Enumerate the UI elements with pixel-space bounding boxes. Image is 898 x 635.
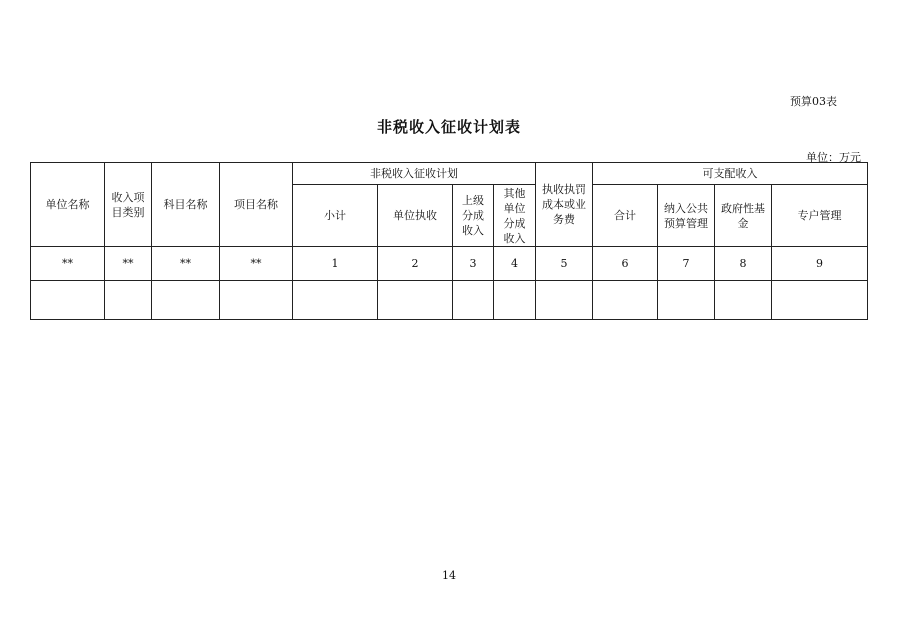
unit-label: 单位：万元 [806, 151, 861, 164]
table-cell [453, 281, 494, 320]
col-header-special: 专户管理 [772, 185, 868, 247]
index-row [31, 247, 868, 281]
header-row-group [31, 163, 868, 185]
col-header-other-share: 其他单位分成收入 [494, 185, 536, 247]
table-cell [293, 281, 378, 320]
col-header-disposable-group: 可支配收入 [593, 163, 868, 185]
table-cell [220, 281, 293, 320]
table-cell: ** [152, 247, 220, 281]
col-header-gov-fund: 政府性基金 [715, 185, 772, 247]
table-row [31, 281, 868, 320]
table-cell: ** [105, 247, 152, 281]
table-cell: 4 [494, 247, 536, 281]
col-header-upper-share: 上级分成收入 [453, 185, 494, 247]
table-cell: 3 [453, 247, 494, 281]
col-header-project-name: 项目名称 [220, 163, 293, 247]
table-cell: 8 [715, 247, 772, 281]
table-cell: 1 [293, 247, 378, 281]
table-cell: 6 [593, 247, 658, 281]
col-header-enforce-cost: 执收执罚成本或业务费 [536, 163, 593, 247]
page-title: 非税收入征收计划表 [376, 118, 521, 136]
table-cell: 2 [378, 247, 453, 281]
table-cell: 9 [772, 247, 868, 281]
table-cell [593, 281, 658, 320]
table-cell [105, 281, 152, 320]
page-number: 14 [442, 569, 456, 582]
plan-table [30, 162, 868, 320]
table-cell [658, 281, 715, 320]
table-cell [536, 281, 593, 320]
table-cell: 7 [658, 247, 715, 281]
table-cell: ** [31, 247, 105, 281]
col-header-income-category: 收入项目类别 [105, 163, 152, 247]
col-header-plan-group: 非税收入征收计划 [293, 163, 536, 185]
table-cell [494, 281, 536, 320]
form-number: 预算03表 [790, 95, 837, 108]
table-cell [152, 281, 220, 320]
col-header-unit-name: 单位名称 [31, 163, 105, 247]
table-cell: ** [220, 247, 293, 281]
col-header-total: 合计 [593, 185, 658, 247]
col-header-subject-name: 科目名称 [152, 163, 220, 247]
col-header-public-budget: 纳入公共预算管理 [658, 185, 715, 247]
table-cell [772, 281, 868, 320]
table-cell [715, 281, 772, 320]
table-cell [31, 281, 105, 320]
col-header-unit-collect: 单位执收 [378, 185, 453, 247]
table-cell: 5 [536, 247, 593, 281]
col-header-subtotal: 小计 [293, 185, 378, 247]
table-cell [378, 281, 453, 320]
